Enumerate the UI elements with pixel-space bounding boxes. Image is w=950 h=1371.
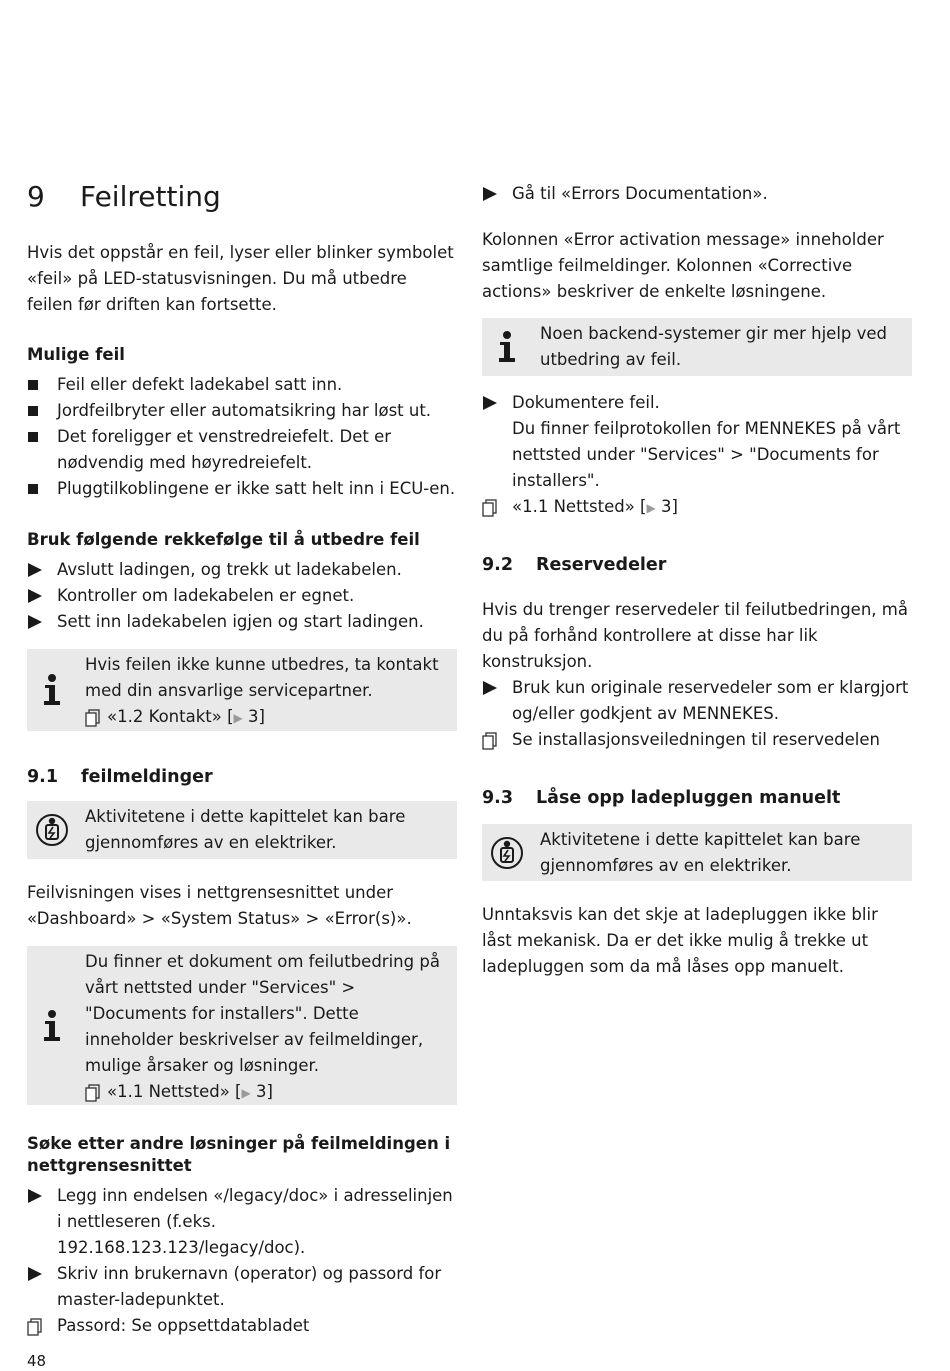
- triangle-step-icon: [482, 675, 504, 701]
- step-item: Dokumentere feil. Du finner feilprotokollen for MENNEKES på vårt nettsted under "Services" > "Documents for installers".: [482, 390, 912, 494]
- step-item: Avslutt ladingen, og trekk ut ladekabelen.: [27, 557, 457, 583]
- possible-errors-list: [27, 372, 457, 502]
- document-reference-icon: [85, 1079, 105, 1105]
- square-bullet-icon: [27, 398, 49, 424]
- chapter-title: Feilretting: [80, 180, 221, 213]
- chapter-number: 9: [27, 180, 45, 213]
- note-text: Aktivitetene i dette kapittelet kan bare gjennomføres av en elektriker.: [85, 807, 406, 852]
- info-icon: [490, 329, 524, 365]
- document-reference-icon: [85, 704, 105, 730]
- document-reference-icon: [27, 1313, 49, 1339]
- step-item: Legg inn endelsen «/legacy/doc» i adresselinjen i nettleseren (f.eks. 192.168.123.123/legacy/doc).: [27, 1183, 457, 1261]
- intro-paragraph: Hvis det oppstår en feil, lyser eller blinker symbolet «feil» på LED-statusvisningen. Du må utbedre feilen før driften kan fortsette.: [27, 243, 454, 314]
- section-9-1-heading: 9.1 feilmeldinger: [27, 767, 213, 787]
- list-item: Jordfeilbryter eller automatsikring har løst ut.: [27, 398, 457, 424]
- electrician-note-9-3: [482, 824, 912, 881]
- small-triangle-icon: ▶: [233, 711, 243, 725]
- info-icon: [35, 672, 69, 708]
- goto-step: [482, 181, 912, 207]
- info-note-contact: [27, 649, 457, 731]
- fix-order-steps: [27, 557, 457, 635]
- unlock-paragraph: Unntaksvis kan det skje at ladepluggen ikke blir låst mekanisk. Da er det ikke mulig å trekke ut ladepluggen som da må låses opp manuelt.: [482, 905, 878, 976]
- spare-parts-steps: [482, 675, 912, 753]
- info-icon: [35, 1008, 69, 1044]
- square-bullet-icon: [27, 424, 49, 450]
- step-item: Bruk kun originale reservedeler som er klargjort og/eller godkjent av MENNEKES.: [482, 675, 912, 727]
- section-9-2-heading: 9.2 Reservedeler: [482, 555, 667, 575]
- document-reference-icon: [482, 494, 504, 520]
- electrician-note-9-1: [27, 801, 457, 859]
- search-title: Søke etter andre løsninger på feilmeldingen i nettgrensesnittet: [27, 1134, 451, 1175]
- triangle-step-icon: [27, 609, 49, 635]
- triangle-step-icon: [482, 181, 504, 207]
- reference-contact[interactable]: «1.2 Kontakt» [▶ 3]: [85, 704, 449, 731]
- small-triangle-icon: ▶: [646, 501, 656, 515]
- info-note-backend: [482, 318, 912, 376]
- list-item: Feil eller defekt ladekabel satt inn.: [27, 372, 457, 398]
- note-text: Noen backend-systemer gir mer hjelp ved utbedring av feil.: [540, 324, 888, 369]
- columns-paragraph: Kolonnen «Error activation message» inneholder samtlige feilmeldinger. Kolonnen «Corrective actions» beskriver de enkelte løsningene.: [482, 230, 884, 301]
- electrician-icon: [35, 812, 69, 848]
- reference-nettsted[interactable]: «1.1 Nettsted» [▶ 3]: [482, 494, 912, 521]
- triangle-step-icon: [482, 390, 504, 416]
- note-text: Du finner et dokument om feilutbedring på vårt nettsted under "Services" > "Documents for installers". Dette inneholder beskrivelser av feilmeldinger, mulige årsaker og løsninger.: [85, 952, 440, 1075]
- square-bullet-icon: [27, 476, 49, 502]
- step-item: Gå til «Errors Documentation».: [482, 181, 912, 207]
- note-text: Aktivitetene i dette kapittelet kan bare gjennomføres av en elektriker.: [540, 830, 861, 875]
- chapter-heading: [27, 180, 457, 214]
- fix-order-title: Bruk følgende rekkefølge til å utbedre feil: [27, 530, 420, 549]
- step-item: Kontroller om ladekabelen er egnet.: [27, 583, 457, 609]
- list-item: Det foreligger et venstredreiefelt. Det er nødvendig med høyredreiefelt.: [27, 424, 457, 476]
- triangle-step-icon: [27, 1261, 49, 1287]
- section-9-3-heading: 9.3 Låse opp ladepluggen manuelt: [482, 788, 841, 808]
- reference-nettsted[interactable]: «1.1 Nettsted» [▶ 3]: [85, 1079, 449, 1106]
- note-text: Hvis feilen ikke kunne utbedres, ta kontakt med din ansvarlige servicepartner.: [85, 655, 439, 700]
- reference-item: Passord: Se oppsettdatabladet: [27, 1313, 457, 1339]
- triangle-step-icon: [27, 557, 49, 583]
- step-item: Sett inn ladekabelen igjen og start ladingen.: [27, 609, 457, 635]
- triangle-step-icon: [27, 583, 49, 609]
- document-reference-icon: [482, 727, 504, 753]
- list-item: Pluggtilkoblingene er ikke satt helt inn i ECU-en.: [27, 476, 457, 502]
- square-bullet-icon: [27, 372, 49, 398]
- reference-item: Se installasjonsveiledningen til reservedelen: [482, 727, 912, 753]
- error-display-paragraph: Feilvisningen vises i nettgrensesnittet under «Dashboard» > «System Status» > «Error(s)».: [27, 883, 412, 928]
- step-item: Skriv inn brukernavn (operator) og passord for master-ladepunktet.: [27, 1261, 457, 1313]
- page-number: 48: [27, 1352, 47, 1370]
- electrician-icon: [490, 835, 524, 871]
- search-steps: [27, 1183, 457, 1339]
- spare-parts-paragraph: Hvis du trenger reservedeler til feilutbedringen, må du på forhånd kontrollere at disse har lik konstruksjon.: [482, 600, 908, 671]
- info-note-document: [27, 946, 457, 1105]
- possible-errors-title: Mulige feil: [27, 345, 125, 364]
- triangle-step-icon: [27, 1183, 49, 1209]
- small-triangle-icon: ▶: [241, 1086, 251, 1100]
- document-step: [482, 390, 912, 521]
